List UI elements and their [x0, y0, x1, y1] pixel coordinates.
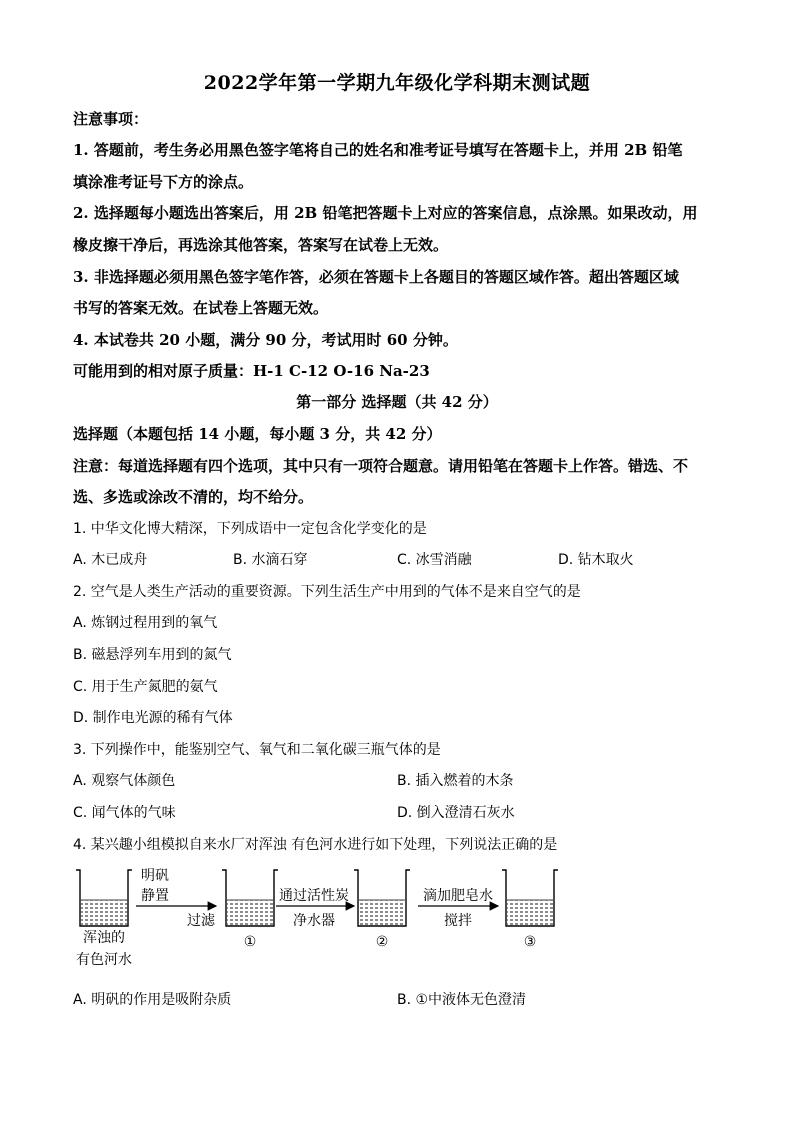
part1-note-line-2: 选、多选或涂改不清的，均不给分。 — [73, 488, 314, 506]
beaker-1 — [222, 870, 278, 926]
part1-note-line-1: 注意：每道选择题有四个选项，其中只有一项符合题意。请用铅笔在答题卡上作答。错选、不 — [73, 457, 689, 475]
atomic-masses: 可能用到的相对原子质量：H-1 C-12 O-16 Na-23 — [73, 362, 430, 380]
question-3-option-a: A. 观察气体颜色 — [73, 773, 176, 789]
question-4-option-b: B. ①中液体无色澄清 — [397, 992, 527, 1008]
step2-label-1: 通过活性炭 — [279, 888, 349, 904]
notice-line-4: 橡皮擦干净后，再选涂其他答案，答案写在试卷上无效。 — [73, 236, 449, 254]
water-treatment-diagram — [70, 858, 570, 973]
question-4-option-a: A. 明矾的作用是吸附杂质 — [73, 992, 232, 1008]
beaker-3-label: ③ — [523, 934, 537, 950]
page-title: 2022学年第一学期九年级化学科期末测试题 — [203, 72, 591, 94]
notice-line-7: 4. 本试卷共 20 小题，满分 90 分，考试用时 60 分钟。 — [73, 331, 458, 349]
question-3-option-c: C. 闻气体的气味 — [73, 805, 176, 821]
notice-heading: 注意事项： — [73, 110, 149, 128]
notice-line-1: 1. 答题前，考生务必用黑色签字笔将自己的姓名和准考证号填写在答题卡上，并用 2B 铅笔 — [73, 141, 683, 159]
question-3-option-b: B. 插入燃着的木条 — [397, 773, 514, 789]
beaker-3 — [502, 870, 558, 926]
notice-line-5: 3. 非选择题必须用黑色签字笔作答，必须在答题卡上各题目的答题区域作答。超出答题区域 — [73, 268, 679, 286]
question-1-option-c: C. 冰雪消融 — [397, 552, 472, 568]
notice-line-3: 2. 选择题每小题选出答案后，用 2B 铅笔把答题卡上对应的答案信息，点涂黑。如果改动，用 — [73, 204, 698, 222]
beaker-2-label: ② — [375, 934, 389, 950]
step3-label-1: 滴加肥皂水 — [423, 888, 493, 904]
question-4-stem: 4. 某兴趣小组模拟自来水厂对浑浊 有色河水进行如下处理，下列说法正确的是 — [73, 837, 558, 853]
question-1-stem: 1. 中华文化博大精深，下列成语中一定包含化学变化的是 — [73, 521, 427, 537]
beaker-1-label: ① — [243, 934, 257, 950]
step1-label-1: 明矾 — [141, 868, 169, 884]
question-3-option-d: D. 倒入澄清石灰水 — [397, 805, 515, 821]
step1-label-2: 静置 — [141, 888, 169, 904]
question-2-option-d: D. 制作电光源的稀有气体 — [73, 710, 233, 726]
part1-subheading: 选择题（本题包括 14 小题，每小题 3 分，共 42 分） — [73, 425, 442, 443]
part1-heading: 第一部分 选择题（共 42 分） — [296, 393, 498, 411]
beaker-2 — [354, 870, 410, 926]
notice-line-2: 填涂准考证号下方的涂点。 — [73, 173, 254, 191]
question-2-option-c: C. 用于生产氮肥的氨气 — [73, 679, 218, 695]
question-3-stem: 3. 下列操作中，能鉴别空气、氧气和二氧化碳三瓶气体的是 — [73, 742, 441, 758]
step2-label-2: 净水器 — [293, 913, 335, 929]
question-2-option-a: A. 炼钢过程用到的氧气 — [73, 615, 218, 631]
question-1-option-b: B. 水滴石穿 — [233, 552, 308, 568]
beaker-start — [76, 870, 132, 926]
question-1-option-d: D. 钻木取火 — [558, 552, 634, 568]
start-label-1: 浑浊的 — [83, 930, 125, 946]
question-1-option-a: A. 木已成舟 — [73, 552, 148, 568]
question-2-stem: 2. 空气是人类生产活动的重要资源。下列生活生产中用到的气体不是来自空气的是 — [73, 584, 581, 600]
step3-label-2: 搅拌 — [444, 913, 472, 929]
start-label-2: 有色河水 — [76, 952, 132, 968]
notice-line-6: 书写的答案无效。在试卷上答题无效。 — [73, 299, 329, 317]
question-2-option-b: B. 磁悬浮列车用到的氮气 — [73, 647, 232, 663]
step1-label-3: 过滤 — [187, 913, 215, 929]
